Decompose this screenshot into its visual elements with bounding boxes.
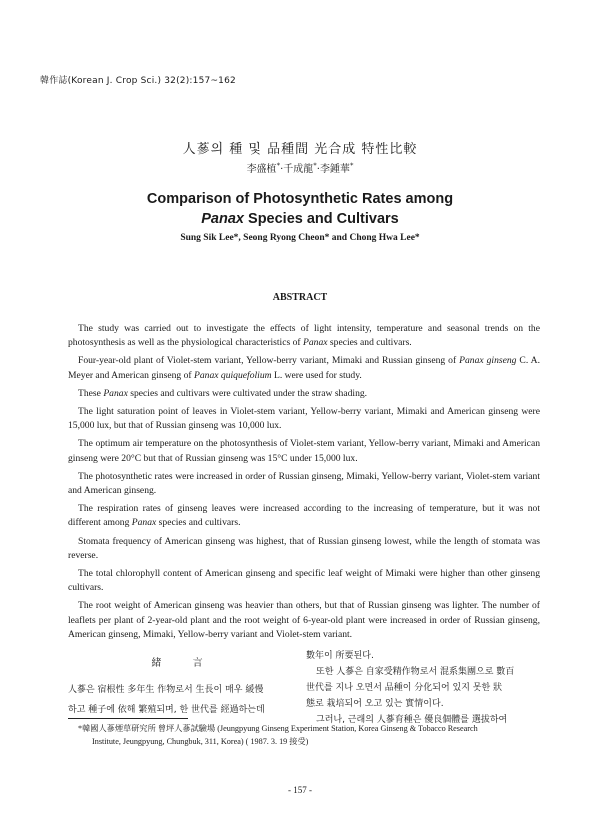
author-kr-2: 千成龍	[283, 164, 314, 175]
english-title-line-1: Comparison of Photosynthetic Rates among	[146, 191, 454, 207]
page-number: - 157 -	[288, 785, 312, 795]
footnote-divider	[68, 718, 188, 719]
abstract-heading: ABSTRACT	[272, 292, 328, 303]
abstract-paragraph: The photosynthetic rates were increased in order of Russian ginseng, Mimaki, Yellow-berry variant, Violet-stem variant and American ginseng.	[68, 470, 540, 497]
english-title	[0, 189, 600, 229]
intro-line: 數年이 所要된다.	[306, 651, 374, 661]
english-title-line-2	[0, 209, 600, 229]
abstract-paragraph: The total chlorophyll content of American ginseng and specific leaf weight of Mimaki were higher than other ginseng cultivars.	[68, 568, 540, 594]
intro-line: 世代를 지나 오면서 品種이 分化되어 있지 못한 狀	[306, 683, 503, 693]
journal-citation: 韓作誌(Korean J. Crop Sci.) 32(2):157~162	[40, 76, 236, 86]
abstract-paragraph: Four-year-old plant of Violet-stem variant, Yellow-berry variant, Mimaki and Russian ginseng of Panax ginseng C. A. Meyer and American ginseng of Panax quiquefolium L. were used for study.	[68, 355, 540, 381]
abstract-paragraph: The light saturation point of leaves in Violet-stem variant, Yellow-berry variant, Mimaki and American ginseng were 15,000 lux, but that of Russian ginseng was 10,000 lux.	[68, 406, 540, 432]
intro-line: 그러나, 근래의 人蔘育種은 優良個體를 選拔하여	[316, 715, 508, 725]
author-separator: ·	[280, 164, 284, 175]
intro-line: 態로 栽培되어 오고 있는 實情이다.	[306, 699, 444, 709]
abstract-paragraph: The respiration rates of ginseng leaves were increased according to the increasing of temperature, but it was not different among Panax species and cultivars.	[68, 503, 540, 529]
footnote-line-1: *韓國人蔘煙草研究所 曾坪人蔘試驗場 (Jeungpyung Ginseng Experiment Station, Korea Ginseng & Tobacco Research	[78, 724, 478, 733]
abstract-paragraph: The study was carried out to investigate the effects of light intensity, temperature and seasonal trends on the photosynthesis as well as the physiological characteristics of Panax species and cultivars.	[68, 323, 540, 349]
author-kr-3: 李鍾華	[319, 164, 350, 175]
abstract-paragraph: These Panax species and cultivars were cultivated under the straw shading.	[78, 387, 368, 399]
abstract-body	[68, 322, 540, 646]
author-mark: *	[349, 161, 354, 170]
english-authors: Sung Sik Lee*, Seong Ryong Cheon* and Chong Hwa Lee*	[180, 233, 420, 243]
intro-heading: 緒 言	[151, 658, 217, 669]
abstract-paragraph: The optimum air temperature on the photosynthesis of Violet-stem variant, Yellow-berry variant, Mimaki and American ginseng were 20°C but that of Russian ginseng was 15°C under 15,000 lux.	[68, 438, 540, 464]
intro-right-column	[306, 648, 544, 728]
intro-line: 人蔘은 宿根性 多年生 作物로서 生長이 매우 緩慢	[68, 685, 264, 695]
intro-left-column	[68, 654, 300, 720]
author-mark: *	[313, 161, 317, 170]
author-separator: ·	[316, 164, 320, 175]
intro-line: 하고 種子에 依해 繁殖되며, 한 世代를 經過하는데	[68, 705, 265, 715]
author-kr-1: 李盛植	[246, 164, 277, 175]
abstract-paragraph: Stomata frequency of American ginseng was highest, that of Russian ginseng lowest, while the length of stomata was reverse.	[68, 535, 540, 561]
abstract-paragraph: The root weight of American ginseng was heavier than others, but that of Russian ginseng was lighter. The number of leaflets per plant of 2-year-old plant and the root weight of 6-year-old plant were increased in order of Russian ginseng, American ginseng, Mimaki, Yellow-berry variant and Violet-stem variant.	[68, 600, 540, 640]
footnote	[78, 722, 548, 748]
genus-name: Panax	[201, 211, 244, 227]
english-title-line-2-rest: Species and Cultivars	[244, 211, 399, 227]
intro-line: 또한 人蔘은 自家受精作物로서 混系集團으로 數百	[316, 667, 515, 677]
korean-authors	[0, 160, 600, 175]
footnote-line-2: Institute, Jeungpyung, Chungbuk, 311, Korea) ( 1987. 3. 19 接受)	[92, 737, 309, 746]
korean-title: 人蔘의 種 및 品種間 光合成 特性比較	[182, 142, 418, 157]
author-mark: *	[276, 161, 281, 170]
